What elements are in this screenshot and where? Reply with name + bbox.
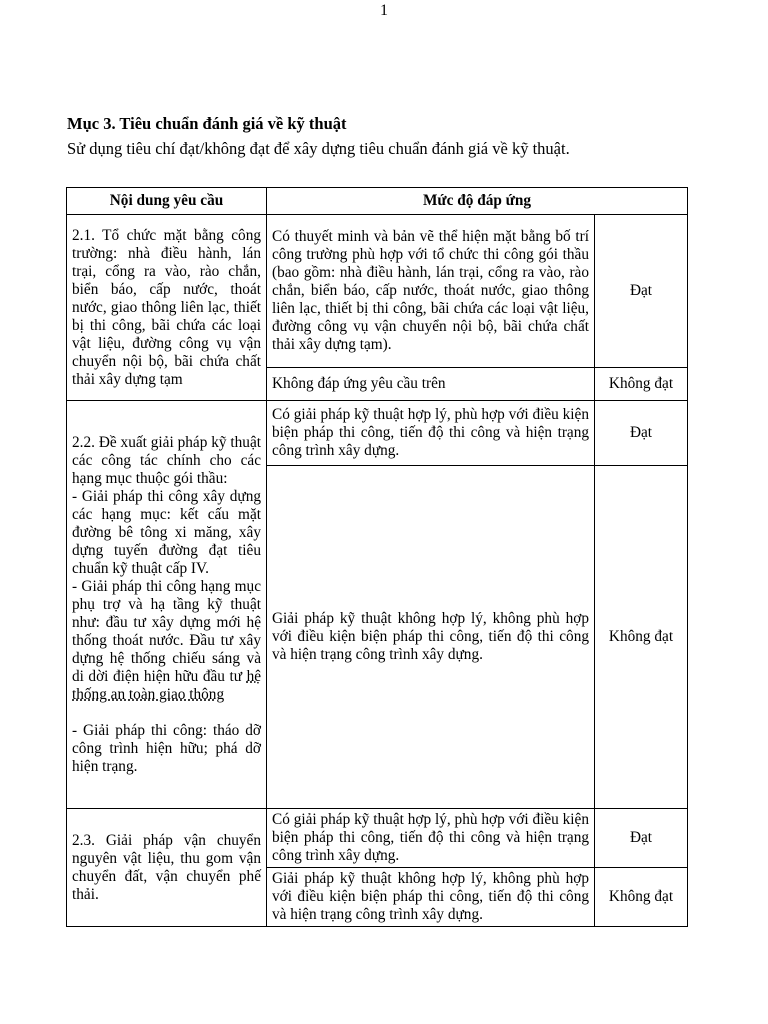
result-cell: Đạt	[595, 215, 688, 368]
result-cell: Không đạt	[595, 368, 688, 401]
table-header-row	[67, 188, 688, 215]
requirement-cell: 2.1. Tổ chức mặt bằng công trường: nhà điều hành, lán trại, cổng ra vào, rào chắn, biển báo, cấp nước, thoát nước, giao thông liên lạc, thiết bị thi công, bãi chứa các loại vật liệu, đường công vụ vận chuyển nội bộ, bãi chứa chất thải xây dựng tạm	[67, 215, 267, 401]
table-row	[67, 401, 688, 466]
section-intro: Sử dụng tiêu chí đạt/không đạt để xây dựng tiêu chuẩn đánh giá về kỹ thuật.	[67, 139, 570, 158]
requirement-item: - Giải pháp thi công hạng mục phụ trợ và hạ tầng kỹ thuật như: đầu tư xây dựng mới hệ thống thoát nước. Đầu tư xây dựng hệ thống chiếu sáng và di dời điện hiện hữu đầu tư hệ thống an toàn giao thông	[72, 577, 262, 703]
criteria-cell: Giải pháp kỹ thuật không hợp lý, không phù hợp với điều kiện biện pháp thi công, tiến độ thi công và hiện trạng công trình xây dựng.	[267, 466, 595, 809]
header-requirement: Nội dung yêu cầu	[67, 188, 267, 215]
requirement-cell	[67, 401, 267, 809]
page-number: 1	[380, 2, 388, 19]
section-heading: Mục 3. Tiêu chuẩn đánh giá về kỹ thuật	[67, 114, 347, 133]
criteria-cell: Không đáp ứng yêu cầu trên	[267, 368, 595, 401]
requirement-item: - Giải pháp thi công xây dựng các hạng mục: kết cấu mặt đường bê tông xi măng, xây dựng tuyến đường đạt tiêu chuẩn kỹ thuật cấp IV.	[72, 487, 261, 577]
requirement-cell: 2.3. Giải pháp vận chuyển nguyên vật liệu, thu gom vận chuyển đất, vận chuyển phế thải.	[67, 809, 267, 927]
criteria-cell: Có thuyết minh và bản vẽ thể hiện mặt bằng bố trí công trường phù hợp với tổ chức thi công gói thầu (bao gồm: nhà điều hành, lán trại, cổng ra vào, rào chắn, biển báo, cấp nước, thoát nước, giao thông liên lạc, thiết bị thi công, bãi chứa các loại vật liệu, đường công vụ vận chuyển nội bộ, bãi chứa chất thải xây dựng tạm).	[267, 215, 595, 368]
criteria-cell: Giải pháp kỹ thuật không hợp lý, không phù hợp với điều kiện biện pháp thi công, tiến độ thi công và hiện trạng công trình xây dựng.	[267, 868, 595, 927]
result-cell: Đạt	[595, 809, 688, 868]
result-cell: Đạt	[595, 401, 688, 466]
result-cell: Không đạt	[595, 466, 688, 809]
result-cell: Không đạt	[595, 868, 688, 927]
criteria-cell: Có giải pháp kỹ thuật hợp lý, phù hợp với điều kiện biện pháp thi công, tiến độ thi công và hiện trạng công trình xây dựng.	[267, 401, 595, 466]
criteria-cell: Có giải pháp kỹ thuật hợp lý, phù hợp với điều kiện biện pháp thi công, tiến độ thi công và hiện trạng công trình xây dựng.	[267, 809, 595, 868]
table-row	[67, 809, 688, 868]
requirement-item: - Giải pháp thi công: tháo dỡ công trình hiện hữu; phá dỡ hiện trạng.	[72, 721, 261, 775]
table-row	[67, 215, 688, 368]
requirement-intro: 2.2. Đề xuất giải pháp kỹ thuật các công tác chính cho các hạng mục thuộc gói thầu:	[72, 433, 261, 487]
header-response-level: Mức độ đáp ứng	[267, 188, 688, 215]
requirements-table	[66, 187, 688, 927]
